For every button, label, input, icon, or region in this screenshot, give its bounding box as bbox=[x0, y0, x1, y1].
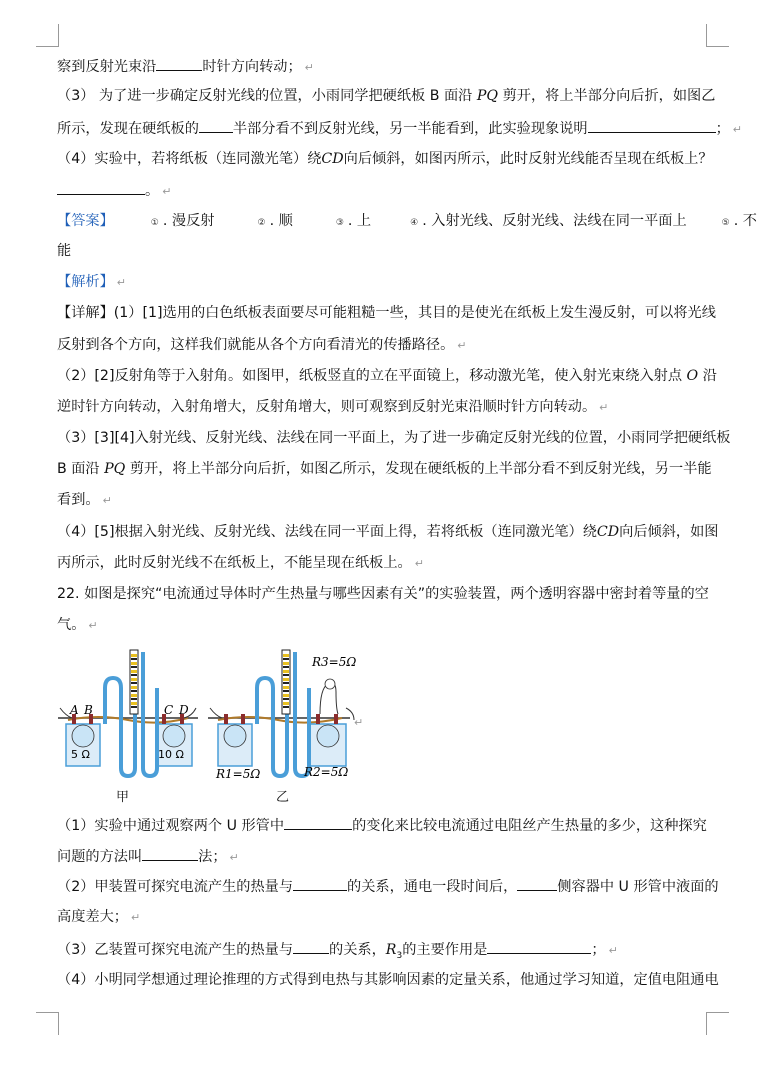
text-line: （3）乙装置可探究电流产生的热量与 的关系，$R_3$的主要作用是 ； ↵ bbox=[57, 939, 711, 966]
text-line: （4）[5]根据入射光线、反射光线、法线在同一平面上得，若将纸板（连同激光笔）绕CD向后倾斜，如图 bbox=[57, 524, 719, 540]
text-line: （4）实验中，若将纸板（连同激光笔）绕CD向后倾斜，如图丙所示，此时反射光线能否呈现在纸板上？ bbox=[57, 151, 713, 167]
text-line: 【详解】(1）[1]选用的白色纸板表面要尽可能粗糙一些，其目的是使光在纸板上发生漫反射，可以将光线 bbox=[57, 305, 716, 321]
answer-blank[interactable] bbox=[284, 815, 352, 830]
text-line: 丙所示，此时反射光线不在纸板上，不能呈现在纸板上。 ↵ bbox=[57, 555, 424, 571]
figure-label-yi: 乙 bbox=[276, 790, 290, 805]
answer-blank[interactable] bbox=[293, 939, 329, 954]
text-line: （3）[3][4]入射光线、反射光线、法线在同一平面上，为了进一步确定反射光线的位置，小雨同学把硬纸板 bbox=[57, 430, 731, 446]
text-line: （1）实验中通过观察两个 U 形管中 的变化来比较电流通过电阻丝产生热量的多少，这种探究 bbox=[57, 815, 711, 836]
label-b: B bbox=[84, 703, 93, 717]
corner-mark-top-left bbox=[36, 24, 59, 47]
label-r1: R1=5Ω bbox=[216, 767, 261, 781]
experiment-figure: A B C D 5 Ω 10 Ω R3=5Ω R1=5Ω R2=5Ω 甲 乙 ↵ bbox=[58, 648, 368, 808]
answer-blank[interactable] bbox=[293, 876, 347, 891]
text-line: （2）[2]反射角等于入射角。如图甲，纸板竖直的立在平面镜上，移动激光笔，使入射光束绕入射点 O 沿 bbox=[57, 368, 717, 384]
answer-blank[interactable] bbox=[517, 876, 557, 891]
answer-blank[interactable] bbox=[199, 118, 233, 133]
label-r3: R3=5Ω bbox=[312, 655, 357, 669]
answer-line: 【答案】 ① . 漫反射 ② . 顺 ③ . 上 ④ . 入射光线、反射光线、法线在同一平面上 ⑤ . 不 bbox=[57, 213, 757, 229]
apparatus-diagram bbox=[58, 648, 368, 808]
answer-label: 【答案】 bbox=[57, 213, 114, 229]
text-line: 看到。 ↵ bbox=[57, 492, 112, 508]
text-line: （4）小明同学想通过理论推理的方式得到电热与其影响因素的定量关系，他通过学习知道，定值电阻通电 bbox=[57, 972, 719, 988]
label-a: A bbox=[70, 703, 79, 717]
text-line: 问题的方法叫 法； ↵ bbox=[57, 846, 711, 868]
res-right: 10 Ω bbox=[158, 748, 184, 761]
answer-blank[interactable] bbox=[588, 118, 716, 133]
figure-label-jia: 甲 bbox=[116, 790, 130, 805]
answer-blank[interactable] bbox=[156, 56, 202, 71]
text-line: 反射到各个方向，这样我们就能从各个方向看清光的传播路径。 ↵ bbox=[57, 337, 467, 353]
corner-mark-bottom-left bbox=[36, 1012, 59, 1035]
label-r2: R2=5Ω bbox=[304, 765, 349, 779]
res-left: 5 Ω bbox=[71, 748, 90, 761]
label-d: D bbox=[179, 703, 189, 717]
text-line: 。 ↵ bbox=[57, 180, 711, 202]
answer-blank[interactable] bbox=[487, 939, 591, 954]
text-line: B 面沿 PQ 剪开，将上半部分向后折，如图乙所示，发现在硬纸板的上半部分看不到反射光线，另一半能 bbox=[57, 461, 712, 477]
answer-blank[interactable] bbox=[57, 180, 145, 195]
text-line: 逆时针方向转动，入射角增大，反射角增大，则可观察到反射光束沿顺时针方向转动。 ↵ bbox=[57, 399, 609, 415]
analysis-heading: 【解析】 ↵ bbox=[57, 274, 126, 290]
question-22: 22. 如图是探究“电流通过导体时产生热量与哪些因素有关”的实验装置，两个透明容器中密封着等量的空 bbox=[57, 586, 709, 602]
text-line: （2）甲装置可探究电流产生的热量与 的关系，通电一段时间后， 侧容器中 U 形管中液面的 bbox=[57, 876, 711, 897]
text-line: 能 bbox=[57, 243, 72, 259]
text-line: 气。 ↵ bbox=[57, 617, 98, 633]
text-line: （3） 为了进一步确定反射光线的位置，小雨同学把硬纸板 B 面沿 PQ 剪开，将上半部分向后折，如图乙 bbox=[57, 88, 716, 104]
answer-blank[interactable] bbox=[142, 846, 198, 861]
text-line: 高度差大； ↵ bbox=[57, 909, 141, 925]
text-line: 所示，发现在硬纸板的 半部分看不到反射光线，另一半能看到，此实验现象说明 ； ↵ bbox=[57, 118, 711, 140]
label-c: C bbox=[164, 703, 174, 717]
text-line: 察到反射光束沿 时针方向转动； ↵ bbox=[57, 56, 711, 78]
corner-mark-top-right bbox=[706, 24, 729, 47]
corner-mark-bottom-right bbox=[706, 1012, 729, 1035]
